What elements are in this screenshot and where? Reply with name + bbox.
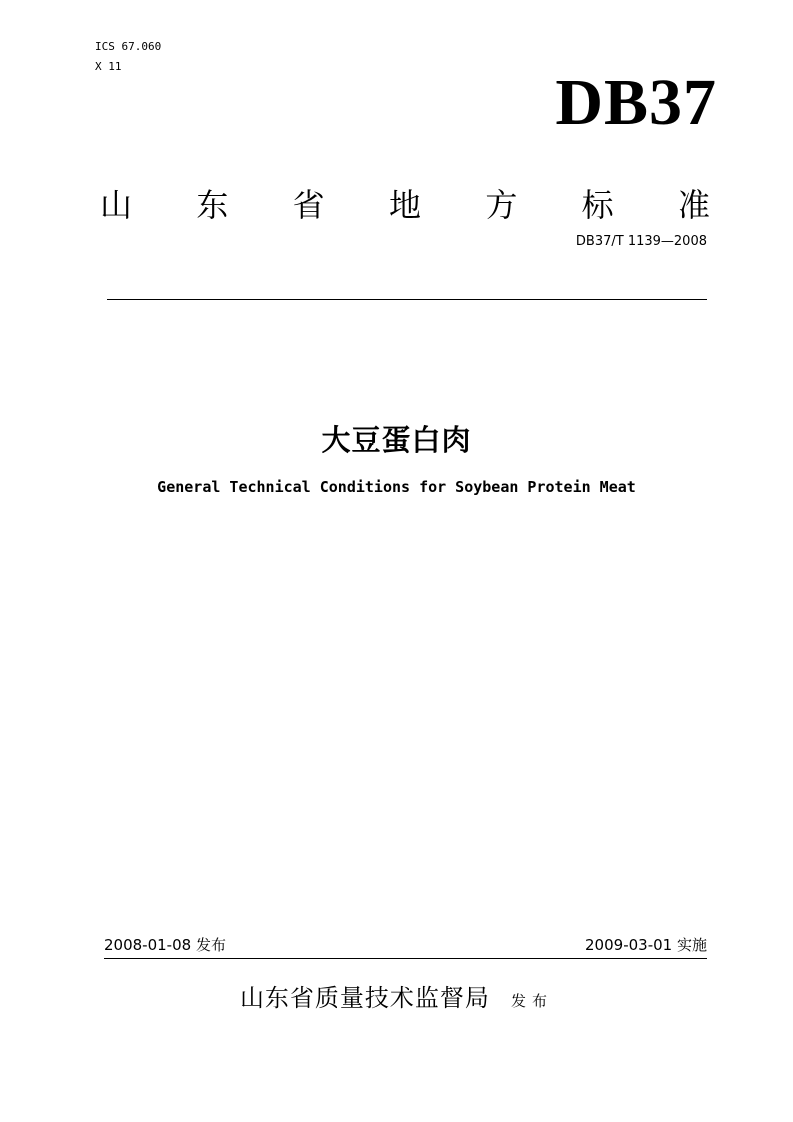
document-subtitle-english: General Technical Conditions for Soybean Protein Meat bbox=[157, 478, 636, 496]
heading-char: 标 bbox=[581, 186, 614, 224]
publisher-organization: 山东省质量技术监督局 bbox=[239, 984, 490, 1012]
standard-number: DB37/T 1139—2008 bbox=[575, 234, 707, 249]
release-date-block bbox=[104, 934, 226, 955]
heading-char: 地 bbox=[388, 186, 421, 224]
standard-code-logo: DB37 bbox=[555, 66, 717, 139]
heading-char: 方 bbox=[485, 186, 518, 224]
header-divider bbox=[107, 299, 707, 300]
heading-char: 省 bbox=[292, 186, 325, 224]
heading-char: 山 bbox=[100, 186, 133, 224]
classification-codes bbox=[95, 37, 161, 77]
footer-divider bbox=[104, 958, 707, 959]
publisher-line bbox=[0, 978, 793, 1013]
effective-date-block bbox=[585, 934, 707, 955]
standard-type-heading bbox=[100, 185, 710, 225]
heading-char: 准 bbox=[677, 186, 710, 224]
effective-date: 2009-03-01 bbox=[585, 936, 673, 954]
release-label: 发布 bbox=[195, 936, 226, 954]
heading-char: 东 bbox=[196, 186, 229, 224]
effective-label: 实施 bbox=[676, 936, 707, 954]
release-date: 2008-01-08 bbox=[104, 936, 192, 954]
chinese-classification-code: X 11 bbox=[95, 60, 122, 73]
ics-code: ICS 67.060 bbox=[95, 40, 162, 53]
publisher-action: 发布 bbox=[511, 992, 554, 1010]
document-title: 大豆蛋白肉 bbox=[321, 423, 472, 457]
